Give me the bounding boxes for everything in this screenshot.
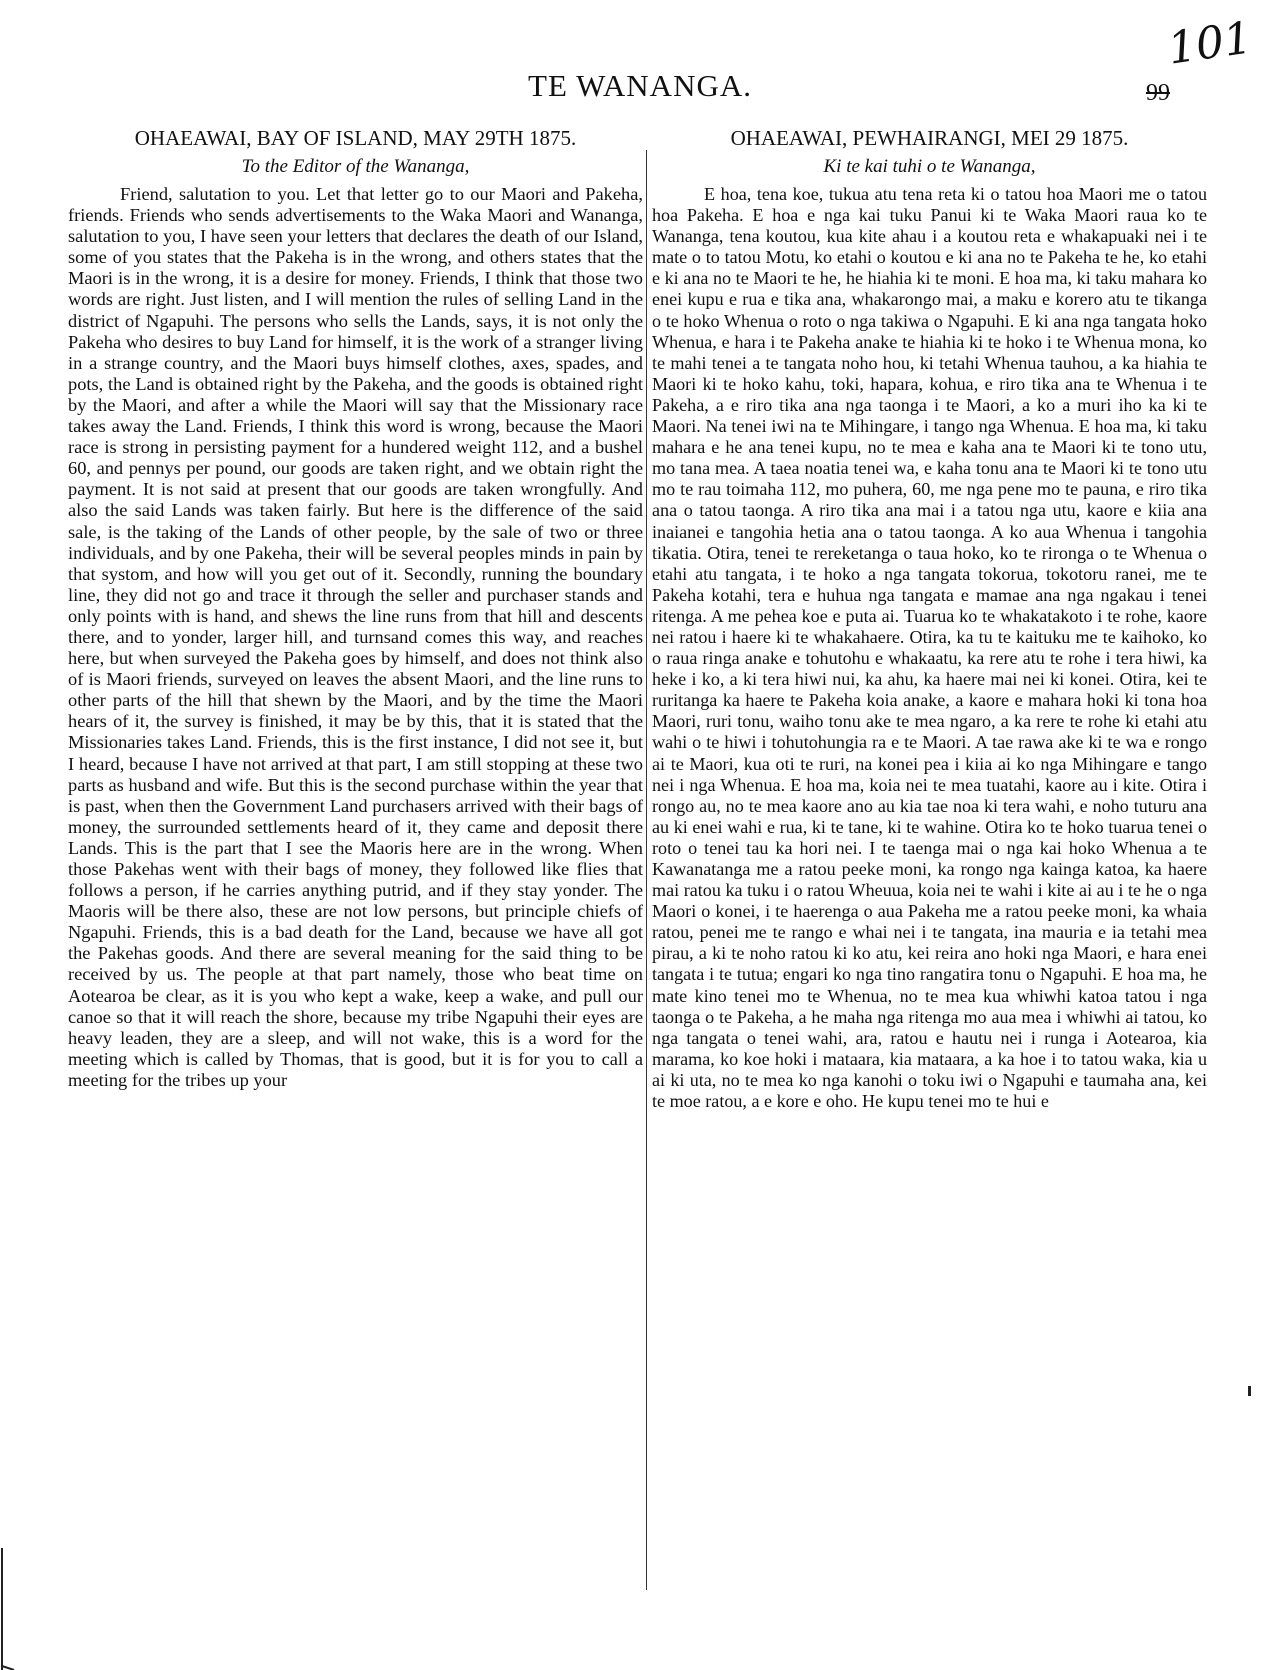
maori-dateline: OHAEAWAI, PEWHAIRANGI, MEI 29 1875.: [730, 126, 1129, 150]
english-dateline: OHAEAWAI, BAY OF ISLAND, MAY 29TH 1875.: [134, 126, 577, 150]
english-letter-body: [68, 184, 643, 1091]
maori-letter-body: [652, 184, 1207, 1112]
maori-salutation: Ki te kai tuhi o te Wananga,: [823, 156, 1036, 177]
maori-letter-text: E hoa, tena koe, tukua atu tena reta ki o tatou hoa Maori me o tatou hoa Pakeha. E hoa e nga kai tuku Panui ki te Waka Maori raua ko te Wananga, tena koutou, kua kite ahau i a koutou reta e whakapuaki nei i te mate o to tatou Motu, ko etahi o koutou e ki ana no te Pakeha te he, ko etahi e ki ana no te Maori te he, he hiahia ki te moni. E hoa ma, ki taku mahara ko enei kupu e rua e tika ana, whakarongo mai, a maku e korero atu te tikanga o te hoko Whenua o roto o nga takiwa o Ngapuhi. E ki ana nga tangata hoko Whenua, e hara i te Pakeha anake te hiahia ki te hoko i te Whenua mona, ko te mahi tenei a te tangata noho hou, ki tetahi Whenua tauhou, a ka hiahia te Maori ki te hoko kahu, toki, hapara, kohua, e riro tika ana te Whenua i te Pakeha, a e riro tika ana nga taonga i te Maori, a ko a muri iho ka ki te Maori. Na tenei iwi na te Mihingare, i tango nga Whenua. E hoa ma, ki taku mahara e he ana tenei kupu, no te mea e kaha ana te Maori ki te tono utu, mo tana mea. A taea noatia tenei wa, e kaha tonu ana te Maori ki te tono utu mo te rau toimaha 112, mo puhera, 60, me nga pene mo te pauna, e riro tika ana o tatou taonga. A riro tika ana mai i a tatou nga utu, kaore e kiia ana inaianei e tangohia hetia ana o tatou taonga. A ko aua Whenua i tangohia tikatia. Otira, tenei te rereketanga o taua hoko, ko te rironga o te Whenua o etahi atu tangata, i te hoko a nga tangata tokorua, tokotoru ranei, me te Pakeha kotahi, tera e huhua nga tangata e mamae ana nga ngakau i tenei ritenga. A me pehea koe e puta ai. Tuarua ko te whakatakoto i te rohe, kaore nei ratou i haere ki te whakahaere. Otira, ka tu te kaituku me te kaihoko, ko o raua ringa anake e tohutohu e whakaatu, ka rere atu te rohe i tera hiwi, ka heke i ko, a ki tera hiwi nui, ka ahu, ka haere mai nei ki konei. Otira, kei te ruritanga ka haere te Pakeha koia anake, a kaore e mahara hoki ki tona hoa Maori, ruri tonu, waiho tonu ake te mea ngaro, a ka rere te rohe ki etahi atu wahi o te hiwi i tohutohungia ra e te Maori. A tae rawa ake ki te wa e rongo ai te Maori, kua oti te ruri, na konei pea i kiia ai ko nga Mihingare e tango nei i nga Whenua. E hoa ma, koia nei te mea tuatahi, kaore au i kite. Otira i rongo au, no te mea kaore ano au kia tae noa ki tera wahi, e noho tuturu ana au ki enei wahi e rua, ki te tane, ki te wahine. Otira ko te hoko tuarua tenei o roto o tenei tau ka hori nei. I te taenga mai o nga kai hoko Whenua a te Kawanatanga me a ratou peeke moni, ka rongo nga kainga katoa, ka haere mai ratou ka tuku i o ratou Wheuua, koia nei te wahi i kite ai au i te he o nga Maori o konei, i te haerenga o aua Pakeha me a ratou peeke moni, ka whaia ratou, penei me te rango e whai nei i te tangata, ina mauria e ia tetahi mea pirau, a ki te noho ratou ki ko atu, kei reira ano hoki nga Maori, e hara enei tangata i te tutua; engari ko nga tino rangatira tonu o Ngapuhi. E hoa ma, he mate kino tenei mo te Whenua, no te mea kua whiwhi katoa tatou i nga taonga o te Pakeha, a he maha nga ritenga mo aua mea i whiwhi ai tatou, ko nga tangata o tenei wahi, ara, ratou e hautu nei i runga i Aotearoa, kia marama, ko koe hoki i mataara, kia mataara, a ka hoe i to tatou waka, kia u ai ki uta, no te mea ko nga kanohi o toku iwi o Ngapuhi e taumaha ana, kei te moe ratou, a e kore e oho. He kupu tenei mo te hui e: [652, 184, 1207, 1112]
maori-column: [652, 124, 1207, 1112]
column-divider: [646, 150, 647, 1590]
english-column: [68, 124, 643, 1091]
english-letter-text: Friend, salutation to you. Let that letter go to our Maori and Pakeha, friends. Friends who sends advertisements to the Waka Maori and Wananga, salutation to you, I have seen your letters that declares the death of our Island, some of you states that the Pakeha is in the wrong, and others states that the Maori is in the wrong, it is a desire for money. Friends, I think that those two words are right. Just listen, and I will mention the rules of selling Land in the district of Ngapuhi. The persons who sells the Lands, says, it is not only the Pakeha who desires to buy Land for himself, it is the work of a stranger living in a strange country, and the Maori buys himself clothes, axes, spades, and pots, the Land is obtained right by the Pakeha, and the goods is obtained right by the Maori, and after a while the Maori will say that the Missionary race takes away the Land. Friends, I think this word is wrong, because the Maori race is strong in persisting payment for a hundered weight 112, and a bushel 60, and pennys per pound, our goods are taken right, and we obtain right the payment. It is not said at present that our goods are taken wrongfully. And also the said Lands was taken fairly. But here is the difference of the said sale, is the taking of the Lands of other people, by the sale of two or three individuals, and by one Pakeha, their will be several peoples minds in pain by that systom, and how will you get out of it. Secondly, running the boundary line, they did not go and trace it through the seller and purchaser stands and only points with is hand, and shews the line runs from that hill and descents there, and to yonder, larger hill, and turnsand comes this way, and reaches here, but when surveyed the Pakeha goes by himself, and does not think also of is Maori friends, surveyed on leaves the absent Maori, and the line runs to other parts of the hill that shewn by the Maori, and by the time the Maori hears of it, the survey is finished, it may be by this, that it is stated that the Missionaries takes Land. Friends, this is the first instance, I did not see it, but I heard, because I have not arrived at that part, I am still stopping at these two parts as husband and wife. But this is the second purchase within the year that is past, when then the Government Land purchasers arrived with their bags of money, the surrounded settlements heard of it, they came and deposit there Lands. This is the part that I see the Maoris here are in the wrong. When those Pakehas went with their bags of money, they followed like flies that follows a person, if he carries anything putrid, and if they stay yonder. The Maoris will be there also, these are not low persons, but principle chiefs of Ngapuhi. Friends, this is a bad death for the Land, because we have all got the Pakehas goods. And there are several meaning for the said thing to be received by us. The people at that part namely, those who beat time on Aotearoa be clear, as it is you who kept a wake, keep a wake, and pull our canoe so that it will reach the shore, because my tribe Ngapuhi their eyes are heavy leaden, they are a sleep, and will not wake, this is a word for the meeting which is called by Thomas, that is good, but it is for you to call a meeting for the tribes up your: [68, 184, 643, 1090]
printed-page-number: 99: [1146, 80, 1170, 106]
margin-mark: [1248, 1386, 1251, 1396]
english-salutation: To the Editor of the Wananga,: [241, 156, 470, 177]
handwritten-page-number: 101: [1164, 12, 1256, 75]
masthead-title: TE WANANGA.: [528, 68, 752, 103]
page-edge-mark: [0, 1548, 16, 1670]
